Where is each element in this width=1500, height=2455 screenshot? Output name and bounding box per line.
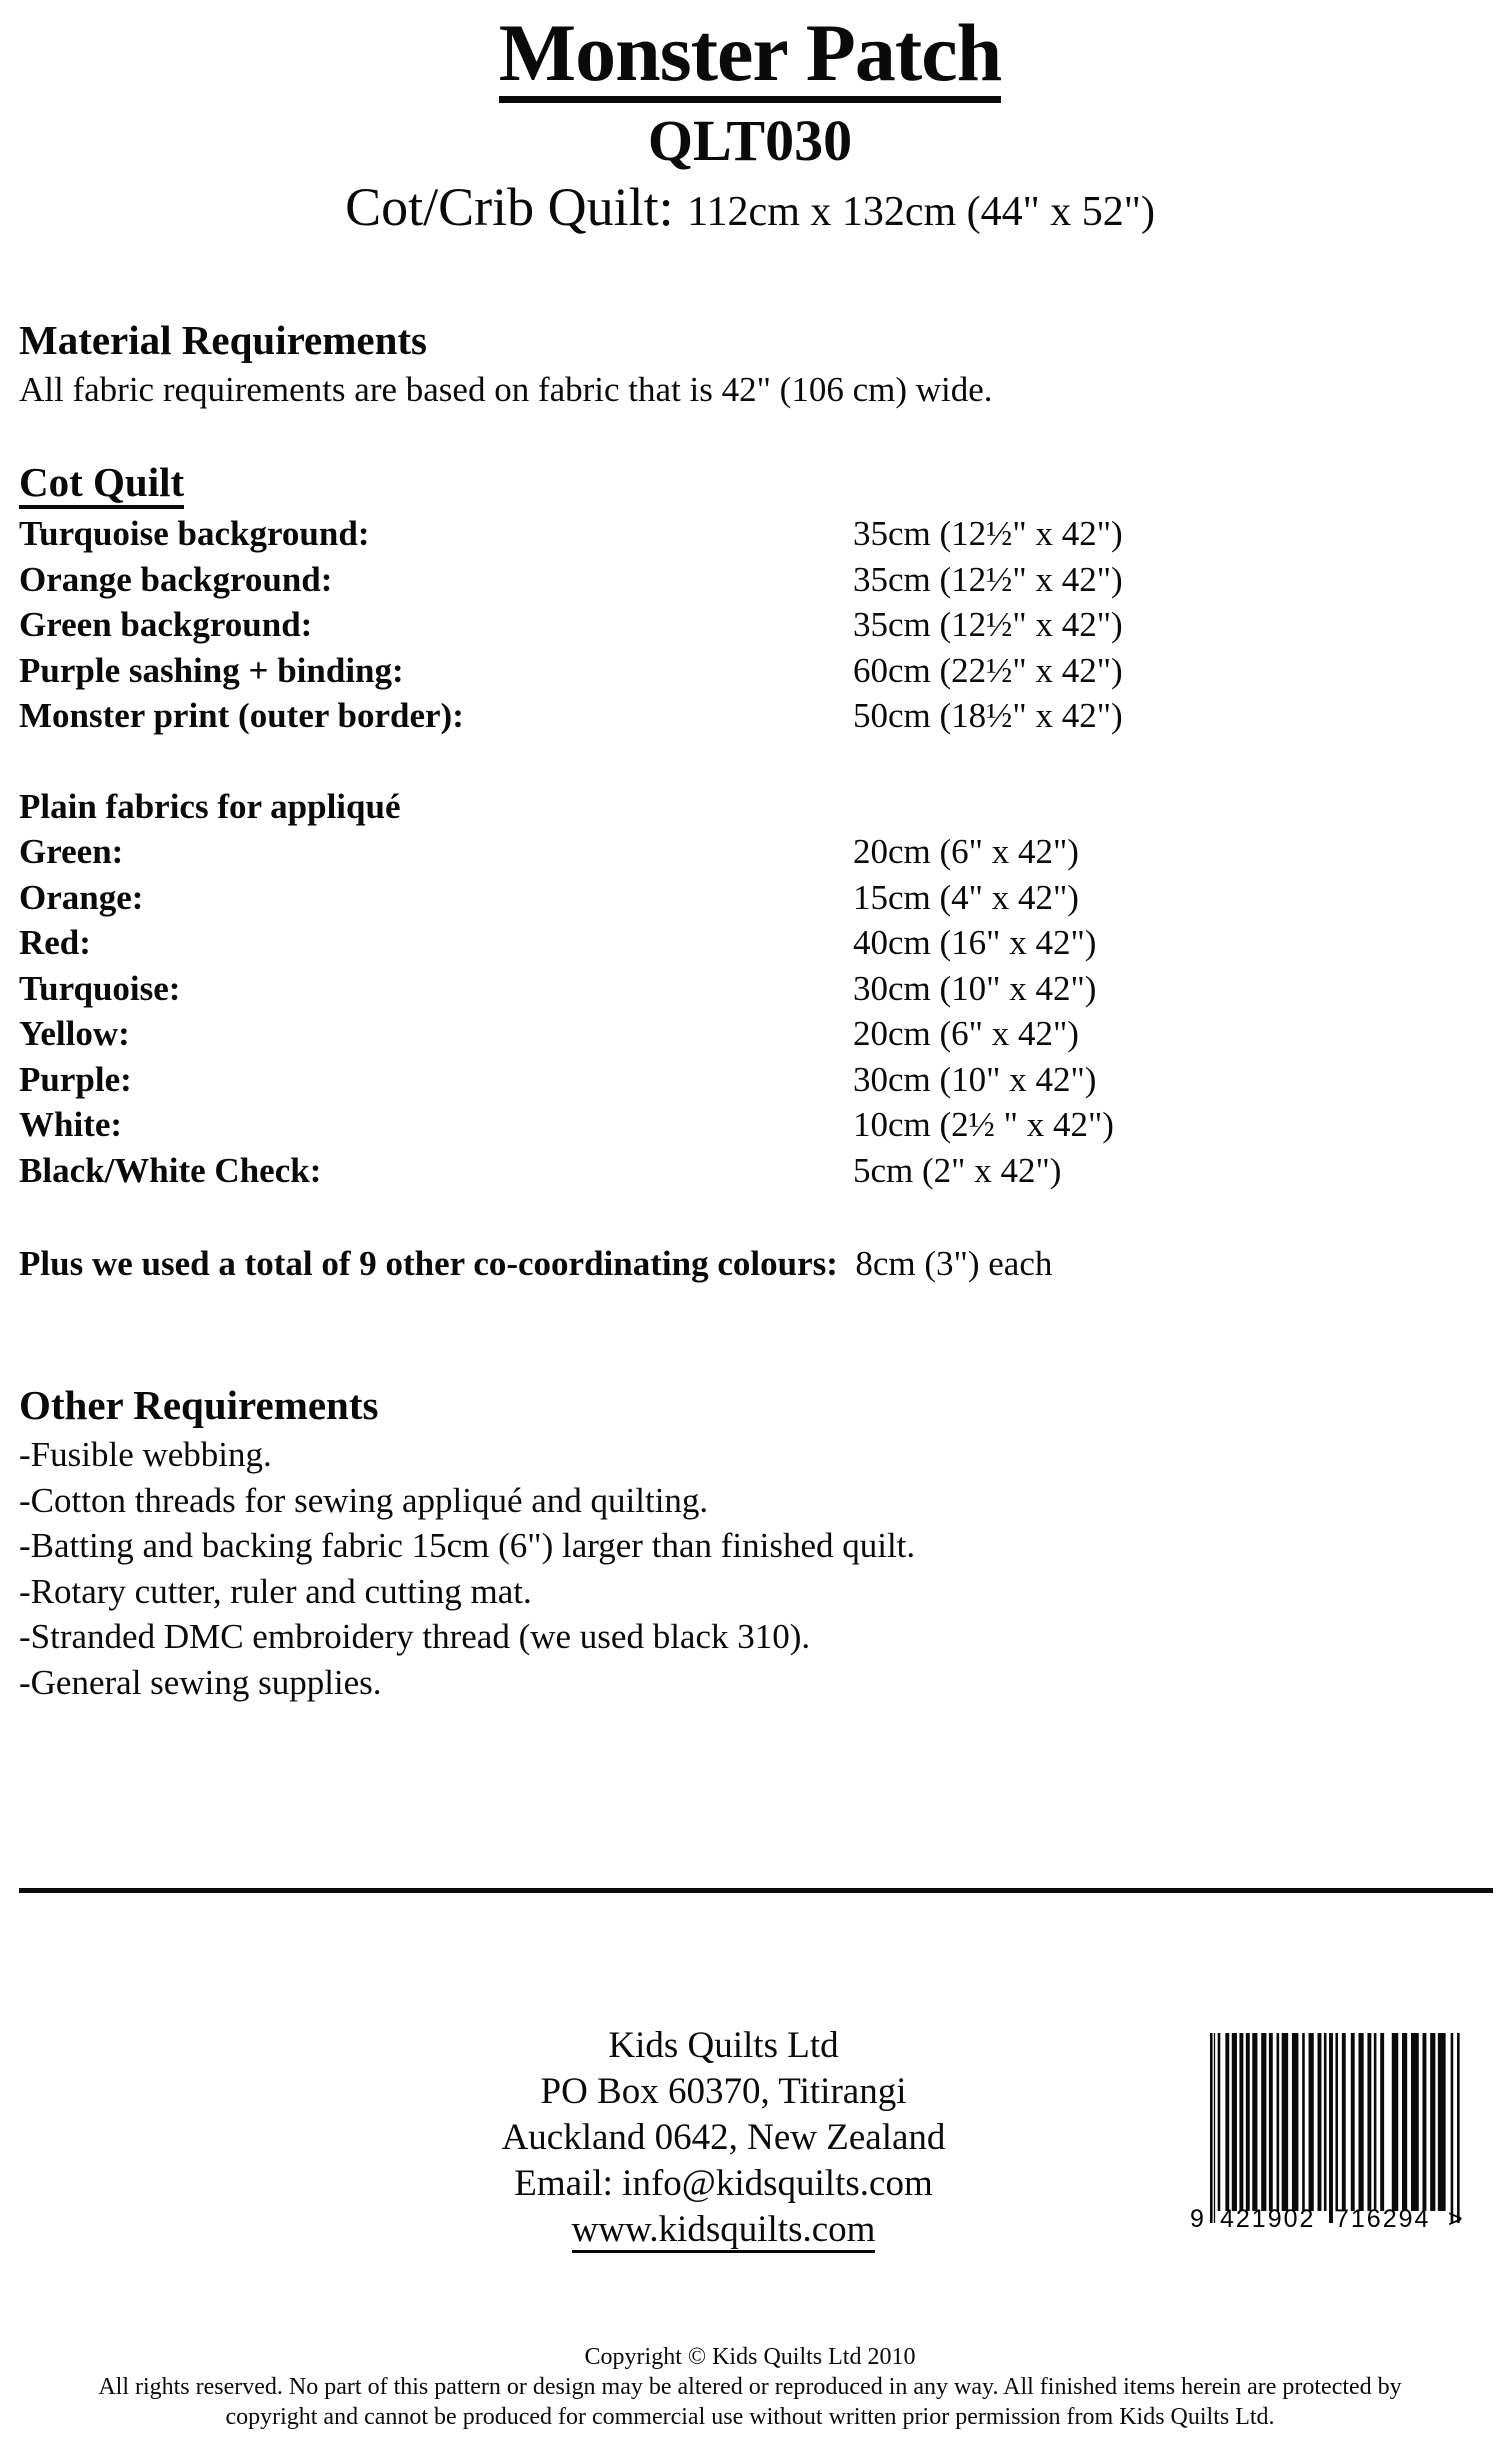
barcode-bar <box>1309 2033 1314 2211</box>
barcode-digit-tail: > <box>1448 2205 1463 2230</box>
barcode-bar <box>1411 2033 1419 2211</box>
applique-fabric-row-label: Green: <box>19 832 124 871</box>
cot-fabric-row-value: 50cm (18½" x 42") <box>853 696 1123 735</box>
cot-fabric-row <box>19 516 1479 561</box>
copyright: Copyright © Kids Quilts Ltd 2010 <box>584 2344 916 2370</box>
cot-fabric-row-value: 35cm (12½" x 42") <box>853 559 1123 599</box>
barcode-bar <box>1252 2033 1257 2211</box>
po-box: PO Box 60370, Titirangi <box>540 2071 907 2112</box>
other-requirement-item: -Cotton threads for sewing appliqué and quilting. <box>19 1480 709 1520</box>
barcode-bar <box>1392 2033 1399 2211</box>
applique-fabric-row <box>19 877 1479 925</box>
cot-fabric-row <box>19 698 1479 743</box>
applique-fabric-row <box>19 834 1479 879</box>
barcode-bar <box>1422 2033 1426 2211</box>
cot-fabric-row <box>19 650 1479 698</box>
other-requirement-item: -Rotary cutter, ruler and cutting mat. <box>19 1571 532 1611</box>
quilt-size <box>0 177 1500 237</box>
plus-colours-value: 8cm (3") each <box>855 1244 1053 1283</box>
other-requirement-item: -Stranded DMC embroidery thread (we used black 310). <box>19 1617 811 1656</box>
barcode-bar <box>1342 2033 1346 2211</box>
plus-colours-line <box>19 1246 1052 1281</box>
cot-fabric-row-value: 35cm (12½" x 42") <box>853 514 1123 553</box>
barcode <box>1190 2025 1465 2230</box>
applique-fabric-row-value: 20cm (6" x 42") <box>853 1014 1079 1053</box>
applique-fabric-row-label: Yellow: <box>19 1014 130 1053</box>
applique-fabric-row-label: Red: <box>19 923 91 962</box>
applique-heading: Plain fabrics for appliqué <box>19 787 401 826</box>
other-requirement-item: -General sewing supplies. <box>19 1662 382 1702</box>
barcode-bar <box>1232 2033 1237 2211</box>
website-link[interactable]: www.kidsquilts.com <box>572 2209 876 2253</box>
cot-fabric-row-label: Monster print (outer border): <box>19 696 464 735</box>
applique-fabric-row-value: 30cm (10" x 42") <box>853 1059 1097 1099</box>
barcode-bar <box>1210 2033 1213 2223</box>
barcode-bars <box>1210 2033 1460 2223</box>
barcode-bar <box>1324 2033 1327 2211</box>
barcode-bar <box>1335 2033 1338 2211</box>
cot-fabric-row-value: 35cm (12½" x 42") <box>853 605 1123 644</box>
cot-quilt-heading-text: Cot Quilt <box>19 459 184 509</box>
barcode-bar <box>1282 2033 1289 2211</box>
pattern-title <box>0 7 1500 103</box>
barcode-bar <box>1225 2033 1229 2211</box>
barcode-bar <box>1246 2033 1250 2211</box>
barcode-bar <box>1214 2033 1215 2223</box>
applique-fabric-row-label: Black/White Check: <box>19 1150 322 1190</box>
quilt-size-label: Cot/Crib Quilt: <box>345 177 674 237</box>
applique-fabric-row <box>19 1150 1479 1198</box>
material-note: All fabric requirements are based on fabric that is 42" (106 cm) wide. <box>19 370 993 409</box>
barcode-bar <box>1292 2033 1299 2211</box>
barcode-bar <box>1329 2033 1333 2223</box>
cot-fabric-row-value: 60cm (22½" x 42") <box>853 650 1123 690</box>
cot-fabric-row-label: Orange background: <box>19 559 333 599</box>
barcode-bar <box>1451 2033 1454 2223</box>
barcode-bar <box>1269 2033 1273 2211</box>
barcode-digits-left: 421902 <box>1220 2205 1316 2230</box>
barcode-bar <box>1430 2033 1435 2211</box>
applique-fabric-row-label: White: <box>19 1105 123 1144</box>
barcode-bar <box>1277 2033 1280 2211</box>
cot-quilt-heading <box>19 459 185 505</box>
applique-fabric-row-value: 10cm (2½ " x 42") <box>853 1105 1114 1144</box>
barcode-digits-right: 716294 <box>1335 2205 1431 2230</box>
applique-fabric-row <box>19 925 1479 970</box>
barcode-bar <box>1374 2033 1377 2211</box>
email[interactable]: Email: info@kidsquilts.com <box>514 2163 933 2204</box>
cot-fabric-row-label: Green background: <box>19 605 313 644</box>
rights-line-2: copyright and cannot be produced for commercial use without written prior permission from Kids Quilts Ltd. <box>225 2404 1275 2430</box>
cot-fabric-row <box>19 559 1479 607</box>
plus-colours-label: Plus we used a total of 9 other co-coordinating colours: <box>19 1244 838 1283</box>
section-divider <box>19 1888 1493 1893</box>
other-requirement-item: -Batting and backing fabric 15cm (6") larger than finished quilt. <box>19 1526 916 1565</box>
cot-fabric-row-label: Purple sashing + binding: <box>19 650 404 690</box>
applique-fabric-row-value: 20cm (6" x 42") <box>853 832 1079 871</box>
material-heading: Material Requirements <box>19 317 427 363</box>
barcode-bar <box>1261 2033 1266 2211</box>
applique-fabric-row-label: Orange: <box>19 877 144 917</box>
barcode-digit-lead: 9 <box>1190 2205 1204 2230</box>
other-requirement-item: -Fusible webbing. <box>19 1435 272 1474</box>
cot-fabric-row-label: Turquoise background: <box>19 514 370 553</box>
barcode-bar <box>1351 2033 1355 2211</box>
barcode-bar <box>1367 2033 1371 2211</box>
pattern-title-text: Monster Patch <box>499 12 1001 103</box>
barcode-bar <box>1457 2033 1460 2223</box>
barcode-bar <box>1218 2033 1221 2211</box>
applique-fabric-row-value: 15cm (4" x 42") <box>853 877 1079 917</box>
applique-fabric-row-value: 5cm (2" x 42") <box>853 1150 1062 1190</box>
applique-fabric-row <box>19 1107 1479 1152</box>
applique-fabric-row <box>19 1059 1479 1107</box>
city-country: Auckland 0642, New Zealand <box>501 2117 946 2158</box>
barcode-bar <box>1302 2033 1305 2211</box>
applique-fabric-row <box>19 1016 1479 1061</box>
barcode-bar <box>1358 2033 1363 2211</box>
applique-fabric-row-value: 30cm (10" x 42") <box>853 968 1097 1008</box>
applique-fabric-row-value: 40cm (16" x 42") <box>853 923 1097 962</box>
company-name: Kids Quilts Ltd <box>608 2025 839 2066</box>
barcode-bar <box>1380 2033 1384 2211</box>
cot-fabric-row <box>19 607 1479 652</box>
quilt-size-value: 112cm x 132cm (44" x 52") <box>687 189 1155 235</box>
other-heading: Other Requirements <box>19 1382 379 1428</box>
applique-fabric-row-label: Purple: <box>19 1059 132 1099</box>
barcode-bar <box>1402 2033 1407 2211</box>
applique-fabric-row <box>19 968 1479 1016</box>
barcode-bar <box>1239 2033 1243 2211</box>
rights-line-1: All rights reserved. No part of this pattern or design may be altered or reproduced in any way. All finished items herein are protected by <box>98 2374 1402 2400</box>
applique-fabric-row-label: Turquoise: <box>19 968 181 1008</box>
barcode-bar <box>1318 2033 1322 2211</box>
barcode-bar <box>1438 2033 1446 2211</box>
pattern-code: QLT030 <box>647 108 853 173</box>
